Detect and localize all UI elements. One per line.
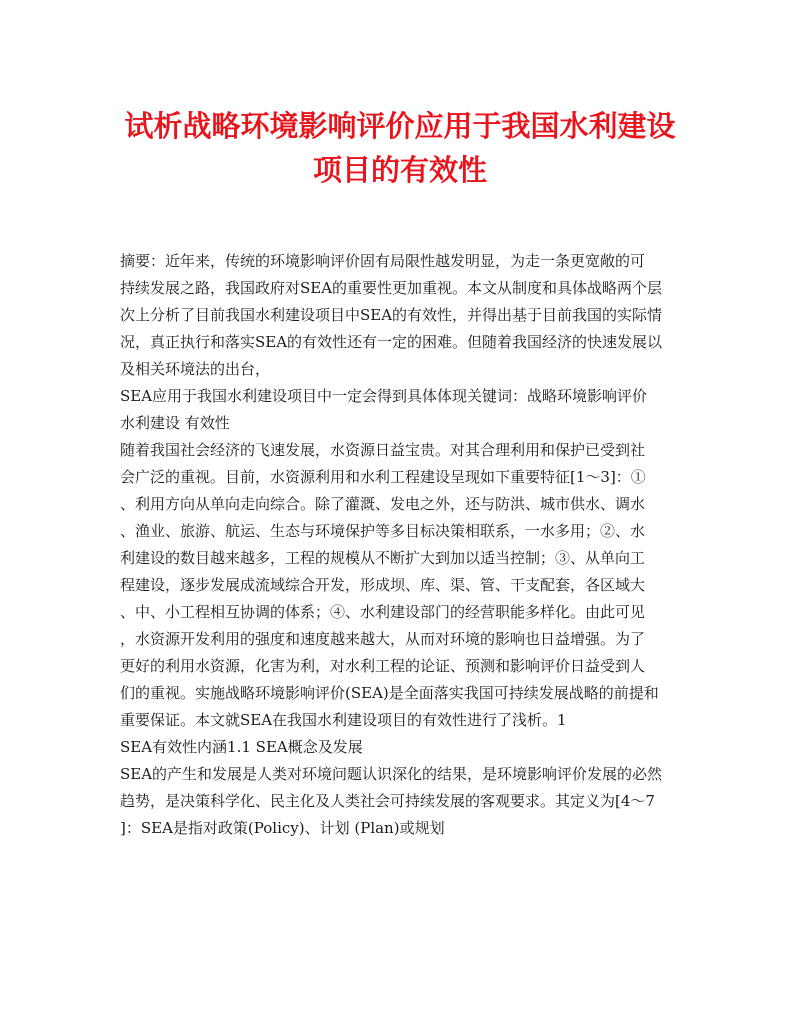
body-line: 更好的利用水资源，化害为利，对水利工程的论证、预测和影响评价日益受到人 [120, 657, 646, 675]
body-line: 次上分析了目前我国水利建设项目中SEA的有效性，并得出基于目前我国的实际情 [120, 306, 663, 324]
body-line: SEA应用于我国水利建设项目中一定会得到具体体现关键词：战略环境影响评价 [120, 387, 648, 405]
body-line: SEA的产生和发展是人类对环境问题认识深化的结果，是环境影响评价发展的必然 [120, 765, 663, 783]
body-line: 趋势，是决策科学化、民主化及人类社会可持续发展的客观要求。其定义为[4～7 [120, 792, 655, 810]
body-line: 程建设，逐步发展成流域综合开发，形成坝、库、渠、管、干支配套，各区域大 [120, 576, 646, 594]
body-line: SEA有效性内涵1.1 SEA概念及发展 [120, 738, 363, 756]
body-line: 摘要：近年来，传统的环境影响评价固有局限性越发明显，为走一条更宽敞的可 [120, 252, 646, 270]
body-line: 、中、小工程相互协调的体系；④、水利建设部门的经营职能多样化。由此可见 [120, 603, 646, 621]
body-line: ，水资源开发利用的强度和速度越来越大，从而对环境的影响也日益增强。为了 [120, 630, 646, 648]
body-line: 随着我国社会经济的飞速发展，水资源日益宝贵。对其合理利用和保护已受到社 [120, 441, 646, 459]
body-line: 重要保证。本文就SEA在我国水利建设项目的有效性进行了浅析。1 [120, 711, 567, 729]
body-line: ]：SEA是指对政策(Policy)、计划 (Plan)或规划 [120, 819, 445, 837]
body-line: 、渔业、旅游、航运、生态与环境保护等多目标决策相联系，一水多用；②、水 [120, 522, 646, 540]
title-line-2: 项目的有效性 [312, 153, 487, 187]
body-line: 持续发展之路，我国政府对SEA的重要性更加重视。本文从制度和具体战略两个层 [120, 279, 663, 297]
title-line-1: 试析战略环境影响评价应用于我国水利建设 [124, 109, 676, 143]
body-line: 水利建设 有效性 [120, 414, 230, 432]
body-line: 们的重视。实施战略环境影响评价(SEA)是全面落实我国可持续发展战略的前提和 [120, 684, 659, 702]
body-line: 及相关环境法的出台， [120, 360, 271, 378]
body-line: 、利用方向从单向走向综合。除了灌溉、发电之外，还与防洪、城市供水、调水 [120, 495, 646, 513]
document-body [120, 248, 690, 842]
body-line: 利建设的数目越来越多，工程的规模从不断扩大到加以适当控制；③、从单向工 [120, 549, 646, 567]
document-title [100, 104, 700, 192]
body-line: 会广泛的重视。目前，水资源利用和水利工程建设呈现如下重要特征[1～3]：① [120, 468, 646, 486]
body-line: 况，真正执行和落实SEA的有效性还有一定的困难。但随着我国经济的快速发展以 [120, 333, 663, 351]
